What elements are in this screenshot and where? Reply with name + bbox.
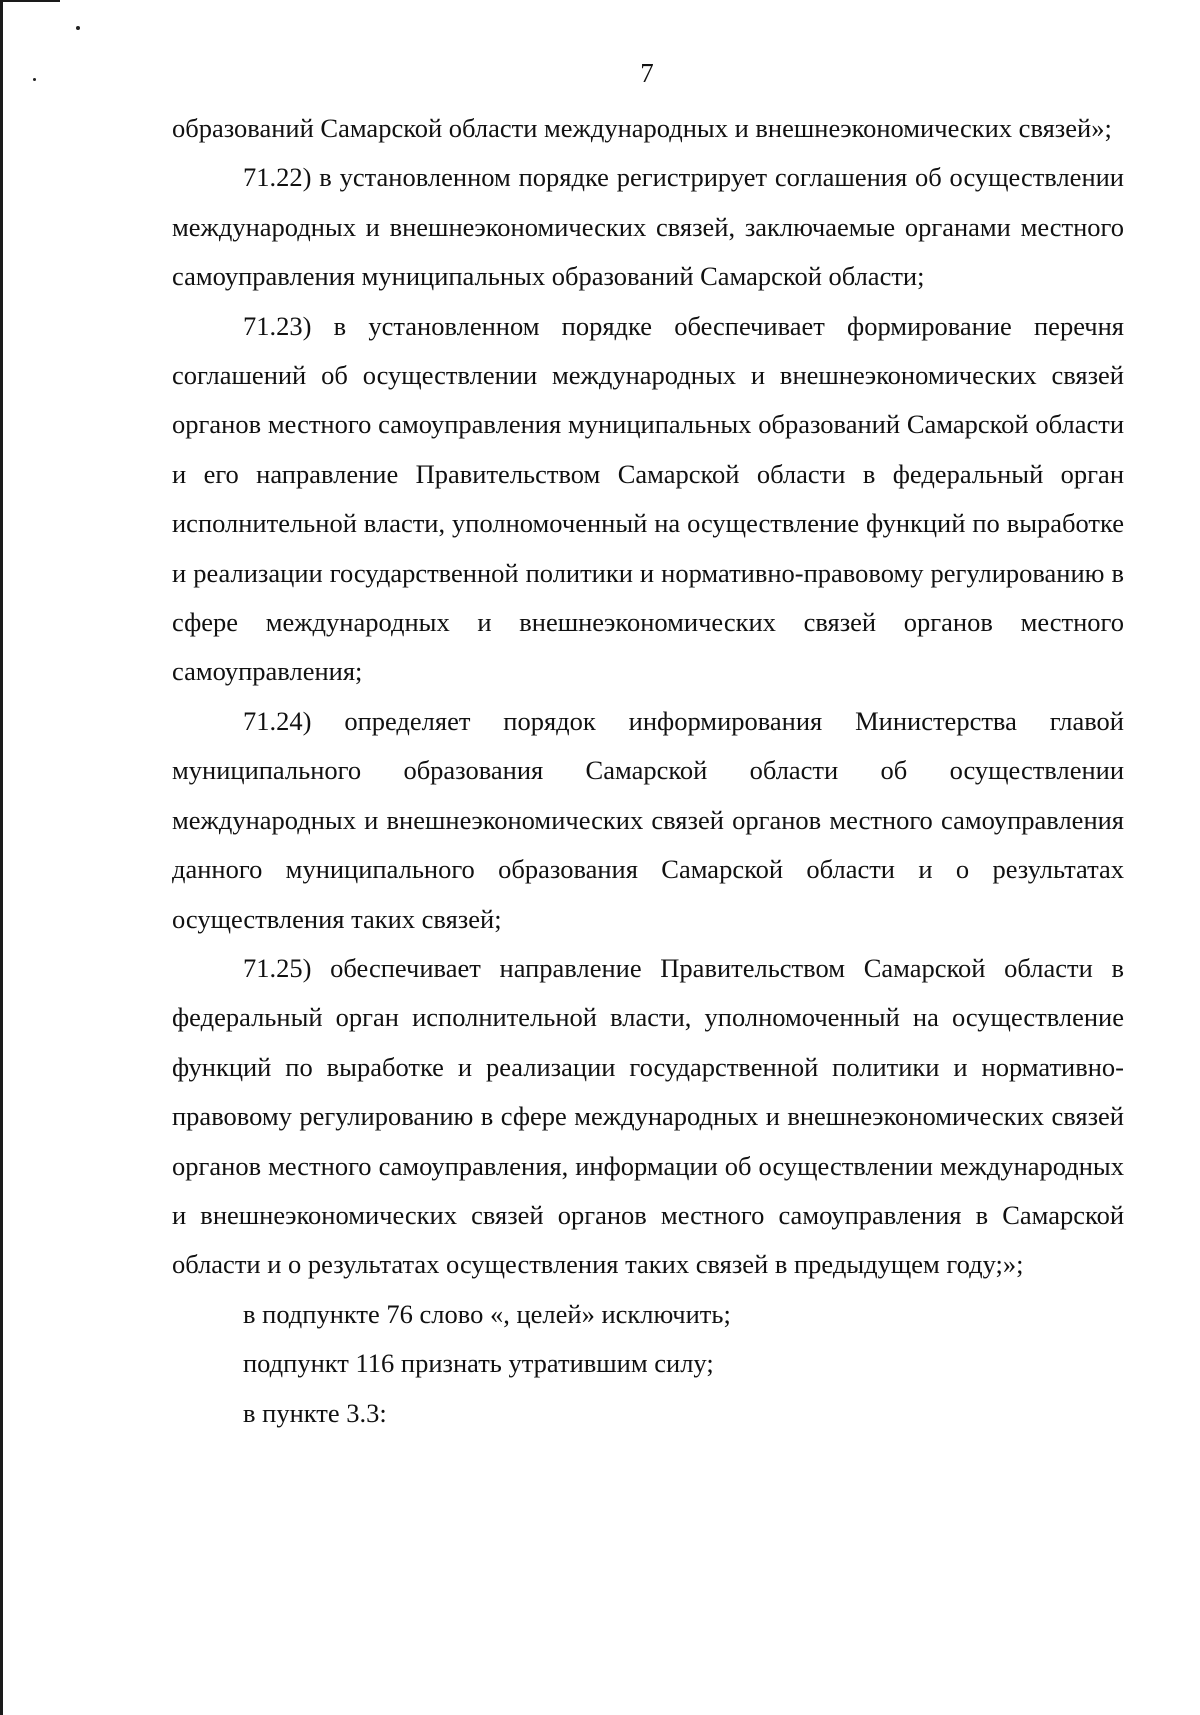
paragraph-item-71-23: 71.23) в установленном порядке обеспечивает формирование перечня соглашений об осуществлении международных и внешнеэкономических связей органов местного самоуправления муниципальных образований Самарской области и его направление Правительством Самарской области в федеральный орган исполнительной власти, уполномоченный на осуществление функций по выработке и реализации государственной политики и нормативно-правовому регулированию в сфере международных и внешнеэкономических связей органов местного самоуправления; bbox=[172, 310, 1124, 687]
scan-left-edge bbox=[0, 0, 3, 1715]
paragraph-item-71-25: 71.25) обеспечивает направление Правительством Самарской области в федеральный орган исполнительной власти, уполномоченный на осуществление функций по выработке и реализации государственной политики и нормативно-правовому регулированию в сфере международных и внешнеэкономических связей органов местного самоуправления, информации об осуществлении международных и внешнеэкономических связей органов местного самоуправления в Самарской области и о результатах осуществления таких связей в предыдущем году;»; bbox=[172, 952, 1124, 1280]
paragraph-point-3-3: в пункте 3.3: bbox=[243, 1397, 387, 1428]
paragraph-item-71-24: 71.24) определяет порядок информирования Министерства главой муниципального образования Самарской области об осуществлении международных и внешнеэкономических связей органов местного самоуправления данного муниципального образования Самарской области и о результатах осуществления таких связей; bbox=[172, 705, 1124, 934]
paragraph-item-71-22: 71.22) в установленном порядке регистрирует соглашения об осуществлении международных и внешнеэкономических связей, заключаемые органами местного самоуправления муниципальных образований Самарской области; bbox=[172, 162, 1124, 292]
scan-top-edge bbox=[0, 0, 60, 2]
paragraph-continuation: образований Самарской области международных и внешнеэкономических связей»; bbox=[172, 113, 1112, 143]
paragraph-subitem-76: в подпункте 76 слово «, целей» исключить; bbox=[243, 1298, 731, 1329]
scan-speck bbox=[76, 26, 80, 30]
document-body bbox=[172, 104, 1124, 1438]
page-number: 7 bbox=[640, 58, 654, 88]
paragraph-subitem-116: подпункт 116 признать утратившим силу; bbox=[243, 1348, 714, 1379]
